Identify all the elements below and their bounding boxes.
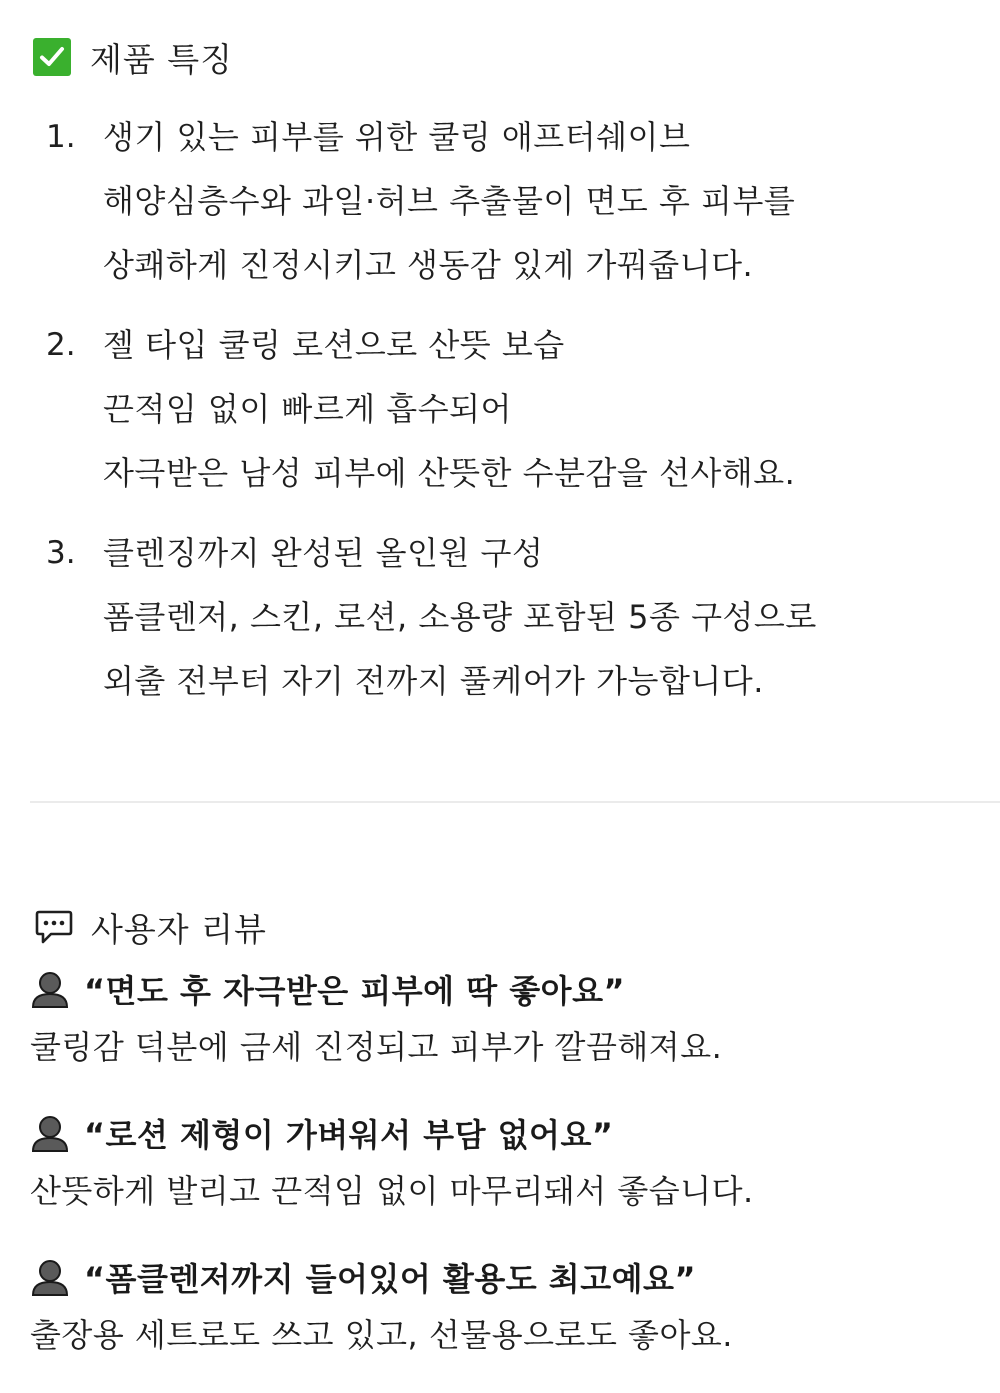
feature-headline: 생기 있는 피부를 위한 쿨링 애프터쉐이브 [103, 118, 691, 156]
check-mark-button-icon [33, 38, 71, 76]
section-divider [30, 801, 1000, 803]
person-icon [30, 969, 70, 1009]
reviews-heading [33, 906, 267, 948]
review-title: “면도 후 자극받은 피부에 딱 좋아요” [84, 972, 626, 1010]
feature-description-line: 폼클렌저, 스킨, 로션, 소용량 포함된 5종 구성으로 [103, 598, 817, 636]
review-body: 출장용 세트로도 쓰고 있고, 선물용으로도 좋아요. [30, 1316, 733, 1354]
reviews-title: 사용자 리뷰 [91, 909, 267, 949]
review-title: “로션 제형이 가벼워서 부담 없어요” [84, 1116, 614, 1154]
feature-description-line: 자극받은 남성 피부에 산뜻한 수분감을 선사해요. [103, 454, 796, 492]
features-heading [33, 36, 233, 78]
feature-headline: 젤 타입 쿨링 로션으로 산뜻 보습 [103, 326, 565, 364]
review-body: 쿨링감 덕분에 금세 진정되고 피부가 깔끔해져요. [30, 1028, 723, 1066]
feature-description-line: 해양심층수와 과일·허브 추출물이 면도 후 피부를 [103, 182, 796, 220]
feature-description-line: 상쾌하게 진정시키고 생동감 있게 가꿔줍니다. [103, 246, 754, 284]
feature-number: 1. [46, 119, 76, 155]
feature-description-line: 끈적임 없이 빠르게 흡수되어 [103, 390, 512, 428]
features-title: 제품 특징 [90, 39, 234, 79]
feature-headline: 클렌징까지 완성된 올인원 구성 [103, 534, 544, 572]
speech-balloon-icon [33, 906, 75, 948]
feature-number: 2. [46, 327, 76, 363]
review-body: 산뜻하게 발리고 끈적임 없이 마무리돼서 좋습니다. [30, 1172, 754, 1210]
review-title: “폼클렌저까지 들어있어 활용도 최고예요” [84, 1260, 696, 1298]
feature-description-line: 외출 전부터 자기 전까지 풀케어가 가능합니다. [103, 662, 764, 700]
person-icon [30, 1257, 70, 1297]
person-icon [30, 1113, 70, 1153]
feature-number: 3. [46, 535, 76, 571]
